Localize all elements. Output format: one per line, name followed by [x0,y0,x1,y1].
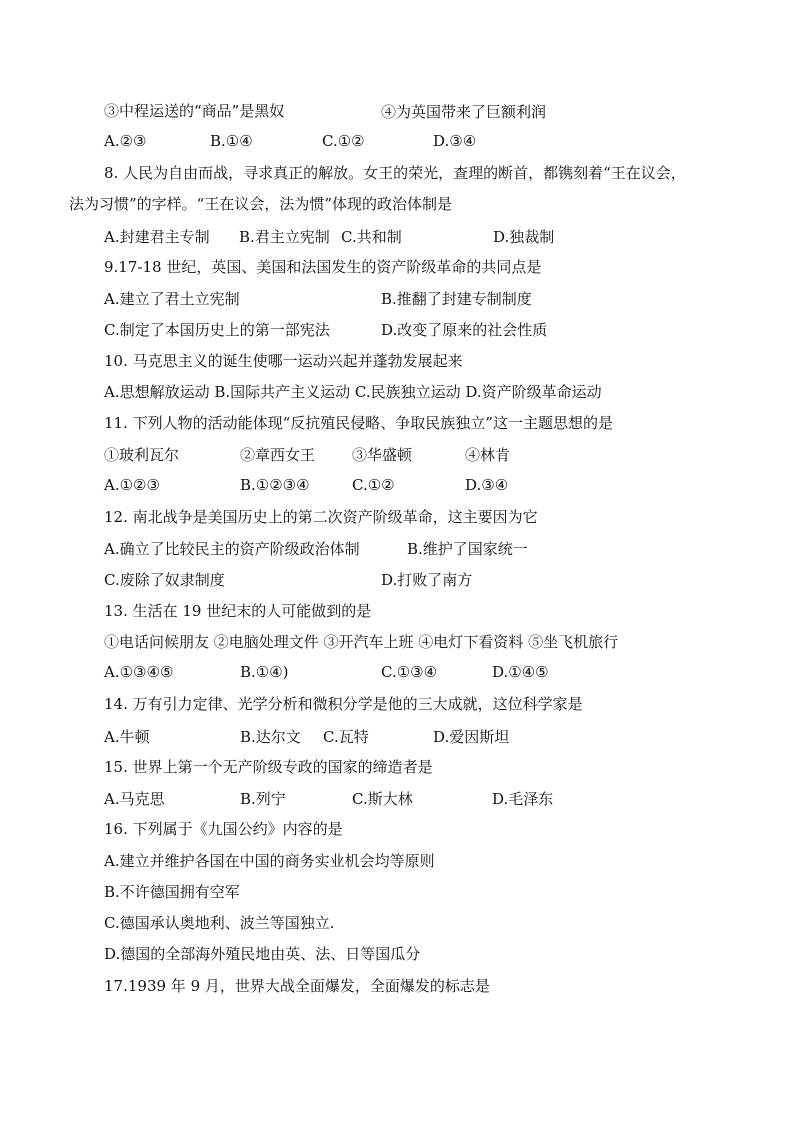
q17-stem: 17.1939 年 9 月，世界大战全面爆发，全面爆发的标志是 [104,977,490,995]
q8-option-a: A.封建君主专制 [104,228,210,246]
q9-option-b: B.推翻了封建专制制度 [381,290,532,308]
q16-stem: 16. 下列属于《九国公约》内容的是 [104,820,343,838]
q8-stem-line1: 8. 人民为自由而战，寻求真正的解放。女王的荣光，查理的断首，都镌刻着“王在议会， [104,164,686,182]
q13-option-d: D.①④⑤ [492,663,549,681]
q16-option-b: B.不许德国拥有空军 [104,883,240,901]
q7-option-c: C.①② [322,132,365,150]
q13-option-c: C.①③④ [381,663,438,681]
q15-option-a: A.马克思 [104,790,165,808]
q14-option-a: A.牛顿 [104,728,150,746]
q10-stem: 10. 马克思主义的诞生使哪一运动兴起并蓬勃发展起来 [104,352,463,370]
q7-item-4: ④为英国带来了巨额利润 [381,103,547,121]
q14-option-c: C.瓦特 [323,728,369,746]
q16-option-d: D.德国的全部海外殖民地由英、法、日等国瓜分 [104,945,421,963]
q7-option-d: D.③④ [433,132,477,150]
q13-option-a: A.①③④⑤ [104,663,174,681]
q14-stem: 14. 万有引力定律、光学分析和微积分学是他的三大成就，这位科学家是 [104,695,583,713]
q16-option-c: C.德国承认奥地利、波兰等国独立. [104,914,335,932]
q15-option-d: D.毛泽东 [492,790,554,808]
q12-option-a: A.确立了比较民主的资产阶级政治体制 [104,540,360,558]
q9-option-a: A.建立了君土立宪制 [104,290,240,308]
q11-option-a: A.①②③ [104,476,160,494]
q13-items: ①电话问候朋友 ②电脑处理文件 ③开汽车上班 ④电灯下看资料 ⑤坐飞机旅行 [104,633,619,651]
q12-stem: 12. 南北战争是美国历史上的第二次资产阶级革命，这主要因为它 [104,508,538,526]
q7-option-b: B.①④ [210,132,253,150]
q11-item-2: ②章西女王 [240,446,316,464]
q10-options: A.思想解放运动 B.国际共产主义运动 C.民族独立运动 D.资产阶级革命运动 [104,383,602,401]
q12-option-c: C.废除了奴隶制度 [104,571,225,589]
q11-item-1: ①玻利瓦尔 [104,446,180,464]
q12-option-d: D.打败了南方 [381,571,473,589]
q8-option-b: B.君主立宪制 [239,228,330,246]
q15-option-c: C.斯大林 [352,790,413,808]
q13-stem: 13. 生活在 19 世纪末的人可能做到的是 [104,602,372,620]
q8-stem-line2: 法为习惯”的字样。“王在议会，法为惯”体现的政治体制是 [69,195,453,213]
q14-option-b: B.达尔文 [240,728,301,746]
q9-option-c: C.制定了本国历史上的第一部宪法 [104,321,330,339]
q8-option-d: D.独裁制 [493,228,555,246]
q9-option-d: D.改变了原来的社会性质 [381,321,548,339]
q11-option-d: D.③④ [465,476,509,494]
q11-option-c: C.①② [352,476,395,494]
q11-stem: 11. 下列人物的活动能体现“反抗殖民侵略、争取民族独立”这一主题思想的是 [104,414,613,432]
q15-stem: 15. 世界上第一个无产阶级专政的国家的缔造者是 [104,758,433,776]
q14-option-d: D.爱因斯坦 [433,728,510,746]
q8-option-c: C.共和制 [341,228,402,246]
q16-option-a: A.建立并维护各国在中国的商务实业机会均等原则 [104,852,435,870]
q9-stem: 9.17-18 世纪，英国、美国和法国发生的资产阶级革命的共同点是 [104,258,542,276]
q11-option-b: B.①②③④ [240,476,310,494]
q11-item-4: ④林肯 [465,446,511,464]
q11-item-3: ③华盛顿 [352,446,413,464]
q7-item-3: ③中程运送的“商品”是黑奴 [104,102,285,120]
q7-option-a: A.②③ [104,132,147,150]
q13-option-b: B.①④) [240,663,289,681]
q15-option-b: B.列宁 [240,790,286,808]
q12-option-b: B.维护了国家统一 [407,540,528,558]
